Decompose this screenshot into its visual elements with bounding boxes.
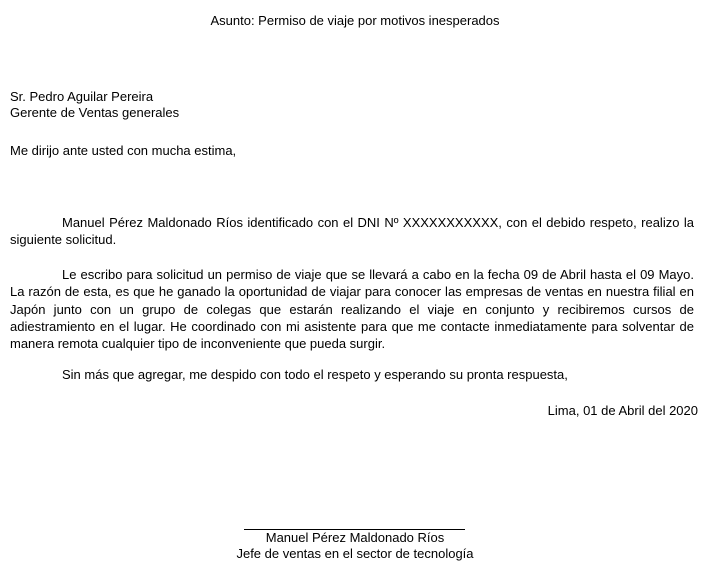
greeting: Me dirijo ante usted con mucha estima,: [10, 143, 237, 158]
paragraph-introduction: Manuel Pérez Maldonado Ríos identificado con el DNI Nº XXXXXXXXXXX, con el debido respeto, realizo la siguiente solicitud.: [10, 215, 694, 248]
place-and-date: Lima, 01 de Abril del 2020: [547, 403, 698, 418]
signature-name: Manuel Pérez Maldonado Ríos: [265, 530, 445, 545]
recipient-name: Sr. Pedro Aguilar Pereira: [10, 89, 154, 104]
signature-title: Jefe de ventas en el sector de tecnología: [236, 546, 474, 561]
paragraph-closing: Sin más que agregar, me despido con todo el respeto y esperando su pronta respuesta,: [62, 367, 568, 382]
paragraph-request-details: Le escribo para solicitud un permiso de viaje que se llevará a cabo en la fecha 09 de Abril hasta el 09 Mayo. La razón de esta, es que he ganado la oportunidad de viajar para conocer las empresas de ventas en nuestra filial en Japón junto con un grupo de colegas que estarán realizando el viaje en conjunto y recibiremos cursos de adiestramiento en el lugar. He coordinado con mi asistente para que me contacte inmediatamente para solventar de manera remota cualquier tipo de inconveniente que pueda surgir.: [10, 267, 694, 352]
letter-subject: Asunto: Permiso de viaje por motivos inesperados: [210, 13, 500, 28]
recipient-title: Gerente de Ventas generales: [10, 105, 180, 120]
